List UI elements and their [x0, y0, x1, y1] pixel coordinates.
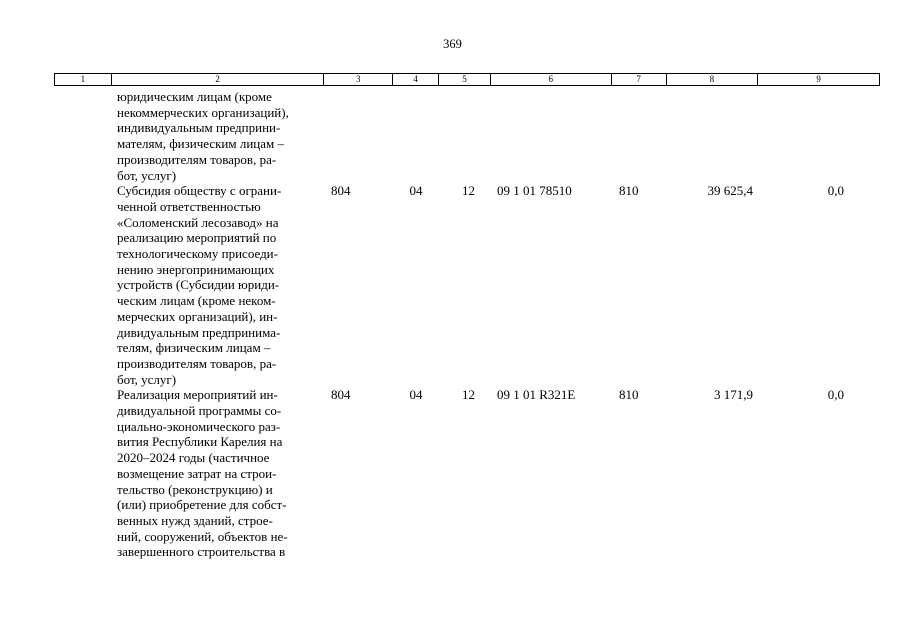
cell-subsection: 12	[462, 183, 475, 199]
cell-description	[111, 89, 324, 183]
description-line: возмещение затрат на строи-	[117, 465, 277, 481]
cell-ministry-code: 804	[331, 387, 351, 403]
cell-description	[111, 183, 324, 387]
column-header-8: 8	[667, 74, 759, 85]
cell-expense-type: 810	[619, 183, 639, 199]
description-line: ченной ответственностью	[117, 198, 261, 214]
table-row	[54, 183, 880, 387]
description-line: мерческих организаций), ин-	[117, 308, 278, 324]
description-line: тельство (реконструкцию) и	[117, 481, 273, 497]
description-line: ний, сооружений, объектов не-	[117, 528, 288, 544]
description-line: дивидуальной программы со-	[117, 403, 282, 419]
description-line: бот, услуг)	[117, 371, 177, 387]
description-line: юридическим лицам (кроме	[117, 89, 272, 104]
cell-amount: 39 625,4	[707, 183, 753, 199]
table-row	[54, 89, 880, 183]
description-line: бот, услуг)	[117, 167, 177, 183]
description-line: некоммерческих организаций),	[117, 104, 289, 120]
column-header-2: 2	[112, 74, 324, 85]
description-line: реализацию мероприятий по	[117, 230, 277, 246]
column-header-6: 6	[491, 74, 612, 85]
description-line: завершенного строительства в	[117, 544, 286, 560]
description-line: производителям товаров, ра-	[117, 151, 277, 167]
table-row	[54, 387, 880, 560]
table-header-row	[54, 73, 880, 86]
table-body	[54, 89, 880, 560]
description-line: 2020–2024 годы (частичное	[117, 450, 270, 466]
column-header-1: 1	[55, 74, 112, 85]
cell-ministry-code: 804	[331, 183, 351, 199]
page-number: 369	[443, 37, 462, 51]
cell-section: 04	[409, 183, 423, 199]
cell-amount-other: 0,0	[827, 387, 844, 403]
description-line: телям, физическим лицам –	[117, 340, 271, 356]
description-line: циально-экономического раз-	[117, 418, 281, 434]
description-line: ческим лицам (кроме неком-	[117, 293, 276, 309]
column-header-7: 7	[612, 74, 667, 85]
cell-amount-other: 0,0	[827, 183, 844, 199]
description-line: дивидуальным предпринима-	[117, 324, 281, 340]
cell-amount: 3 171,9	[714, 387, 753, 403]
column-header-4: 4	[393, 74, 439, 85]
cell-subsection: 12	[462, 387, 475, 403]
description-line: производителям товаров, ра-	[117, 355, 277, 371]
column-header-9: 9	[816, 74, 821, 84]
description-line: нению энергопринимающих	[117, 261, 275, 277]
description-line: венных нужд зданий, строе-	[117, 512, 273, 528]
description-line: Субсидия обществу с ограни-	[117, 183, 282, 199]
description-line: мателям, физическим лицам –	[117, 136, 284, 152]
cell-target-article: 09 1 01 78510	[497, 183, 572, 199]
cell-target-article: 09 1 01 R321E	[497, 387, 576, 403]
column-header-5: 5	[439, 74, 491, 85]
column-header-3: 3	[324, 74, 393, 85]
description-line: «Соломенский лесозавод» на	[117, 214, 279, 230]
description-line: индивидуальным предприни-	[117, 120, 281, 136]
description-line: технологическому присоеди-	[117, 246, 278, 262]
cell-expense-type: 810	[619, 387, 639, 403]
description-line: устройств (Субсидии юриди-	[117, 277, 280, 293]
cell-description	[111, 387, 324, 560]
description-line: вития Республики Карелия на	[117, 434, 283, 450]
cell-section: 04	[409, 387, 423, 403]
description-line: Реализация мероприятий ин-	[117, 387, 278, 403]
description-line: (или) приобретение для собст-	[117, 497, 287, 513]
